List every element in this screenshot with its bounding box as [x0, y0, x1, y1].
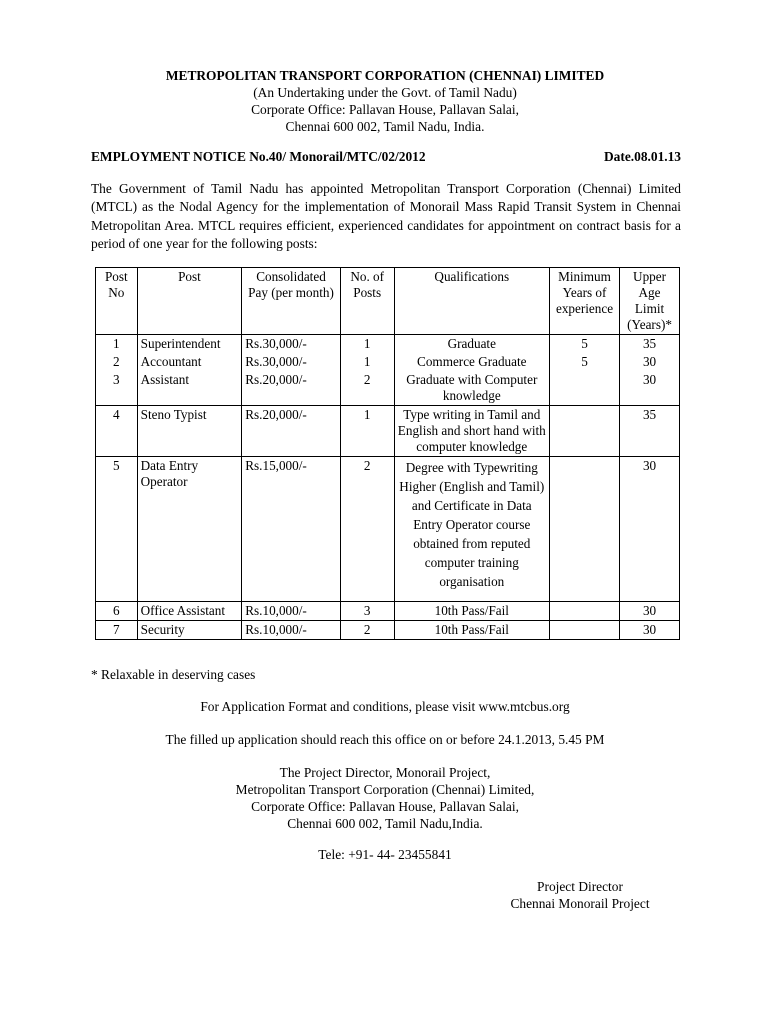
- table-header-row: [96, 268, 680, 335]
- row-qual: 10th Pass/Fail: [394, 602, 549, 621]
- row-pay: Rs.15,000/-: [242, 457, 341, 602]
- row-no: 5: [96, 457, 138, 602]
- row-qual: Graduate with Computer knowledge: [394, 371, 549, 406]
- row-exp: [549, 457, 619, 602]
- letterhead: [0, 67, 770, 135]
- header-min-exp: Minimum Years of experience: [549, 268, 619, 335]
- header-qualifications: Qualifications: [394, 268, 549, 335]
- row-qual: Type writing in Tamil and English and short hand with computer knowledge: [394, 406, 549, 457]
- row-count: 2: [340, 457, 394, 602]
- table-row: [96, 621, 680, 640]
- row-qual: Graduate: [394, 335, 549, 354]
- row-pay: Rs.10,000/-: [242, 621, 341, 640]
- row-post: Accountant: [137, 353, 242, 371]
- row-age: 30: [620, 457, 680, 602]
- row-age: 30: [620, 353, 680, 371]
- row-no: 4: [96, 406, 138, 457]
- notice-number: EMPLOYMENT NOTICE No.40/ Monorail/MTC/02/2012: [91, 149, 426, 164]
- posts-table: [95, 267, 680, 640]
- address-line: The Project Director, Monorail Project,: [279, 765, 491, 780]
- notice-line: [91, 149, 681, 165]
- table-row: [96, 602, 680, 621]
- row-age: 30: [620, 371, 680, 406]
- row-qual: Degree with Typewriting Higher (English and Tamil) and Certificate in Data Entry Operator course obtained from reputed computer training organisation: [394, 457, 549, 602]
- application-format-note: For Application Format and conditions, please visit www.mtcbus.org: [200, 699, 570, 714]
- address-line: Corporate Office: Pallavan House, Pallavan Salai,: [251, 799, 519, 814]
- row-no: 2: [96, 353, 138, 371]
- row-age: 30: [620, 602, 680, 621]
- row-no: 1: [96, 335, 138, 354]
- header-post-no: Post No: [96, 268, 138, 335]
- row-age: 35: [620, 406, 680, 457]
- table-row: [96, 335, 680, 354]
- row-exp: [549, 371, 619, 406]
- header-post: Post: [137, 268, 242, 335]
- row-age: 30: [620, 621, 680, 640]
- notice-date: Date.08.01.13: [604, 149, 681, 164]
- organization-title: METROPOLITAN TRANSPORT CORPORATION (CHENNAI) LIMITED: [165, 68, 605, 83]
- row-post: Assistant: [137, 371, 242, 406]
- row-count: 2: [340, 621, 394, 640]
- address-line: Metropolitan Transport Corporation (Chennai) Limited,: [235, 782, 535, 797]
- deadline-note: The filled up application should reach this office on or before 24.1.2013, 5.45 PM: [165, 732, 605, 747]
- row-count: 2: [340, 371, 394, 406]
- footnote: * Relaxable in deserving cases: [91, 667, 256, 682]
- signatory-project: Chennai Monorail Project: [510, 896, 650, 911]
- table-row: [96, 353, 680, 371]
- office-address-line: Corporate Office: Pallavan House, Pallavan Salai,: [251, 102, 519, 117]
- header-age-limit: Upper Age Limit (Years)*: [620, 268, 680, 335]
- row-pay: Rs.10,000/-: [242, 602, 341, 621]
- table-row: [96, 371, 680, 406]
- row-no: 3: [96, 371, 138, 406]
- row-exp: [549, 406, 619, 457]
- row-post: Office Assistant: [137, 602, 242, 621]
- row-post: Steno Typist: [137, 406, 242, 457]
- address-line: Chennai 600 002, Tamil Nadu,India.: [287, 816, 483, 831]
- row-pay: Rs.20,000/-: [242, 371, 341, 406]
- table-row: [96, 406, 680, 457]
- row-pay: Rs.30,000/-: [242, 353, 341, 371]
- row-post: Superintendent: [137, 335, 242, 354]
- row-count: 1: [340, 335, 394, 354]
- telephone: Tele: +91- 44- 23455841: [318, 847, 452, 862]
- row-no: 7: [96, 621, 138, 640]
- header-pay: Consolidated Pay (per month): [242, 268, 341, 335]
- row-no: 6: [96, 602, 138, 621]
- table-row: [96, 457, 680, 602]
- row-count: 1: [340, 406, 394, 457]
- row-exp: [549, 602, 619, 621]
- row-count: 3: [340, 602, 394, 621]
- row-exp: 5: [549, 353, 619, 371]
- row-qual: 10th Pass/Fail: [394, 621, 549, 640]
- row-post: Security: [137, 621, 242, 640]
- row-qual: Commerce Graduate: [394, 353, 549, 371]
- organization-subtitle: (An Undertaking under the Govt. of Tamil Nadu): [253, 85, 517, 100]
- signature-block: [500, 878, 660, 912]
- row-count: 1: [340, 353, 394, 371]
- intro-paragraph: The Government of Tamil Nadu has appointed Metropolitan Transport Corporation (Chennai) Limited (MTCL) as the Nodal Agency for the implementation of Monorail Mass Rapid Transit System in Chennai Metropolitan Area. MTCL requires efficient, experienced candidates for appointment on contract basis for a period of one year for the following posts:: [91, 181, 681, 252]
- row-exp: [549, 621, 619, 640]
- header-num-posts: No. of Posts: [340, 268, 394, 335]
- signatory-title: Project Director: [537, 879, 623, 894]
- row-pay: Rs.20,000/-: [242, 406, 341, 457]
- row-age: 35: [620, 335, 680, 354]
- row-exp: 5: [549, 335, 619, 354]
- contact-address: [0, 764, 770, 832]
- row-post: Data Entry Operator: [137, 457, 242, 602]
- office-city-line: Chennai 600 002, Tamil Nadu, India.: [285, 119, 485, 134]
- row-pay: Rs.30,000/-: [242, 335, 341, 354]
